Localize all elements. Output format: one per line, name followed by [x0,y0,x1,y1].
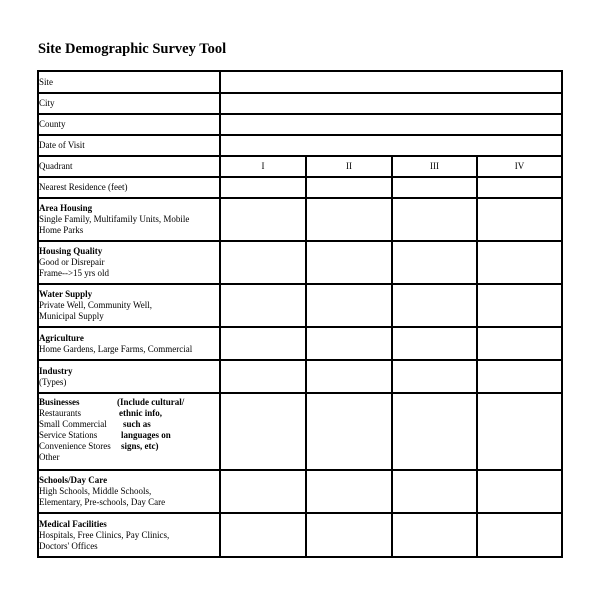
row-agriculture [38,327,562,360]
row-industry [38,360,562,393]
cell[interactable] [392,327,477,360]
page-title: Site Demographic Survey Tool [38,41,227,57]
category-housing-quality [38,241,220,284]
cell[interactable] [306,241,392,284]
row-businesses [38,393,562,470]
cell[interactable] [477,513,562,557]
row-site [38,71,562,93]
category-title: Housing Quality [39,246,103,256]
cell[interactable] [306,470,392,513]
row-quadrant [38,156,562,177]
category-title: Industry [39,365,73,376]
cell[interactable] [306,513,392,557]
category-line: Good or Disrepair [39,257,105,267]
row-city [38,93,562,114]
category-line: Other [39,451,60,462]
cell[interactable] [220,513,306,557]
cell[interactable] [477,470,562,513]
quadrant-col-3: III [392,156,477,177]
category-line: Small Commercial [39,418,107,429]
category-businesses [38,393,220,470]
category-line: (Types) [39,376,67,387]
quadrant-col-1: I [220,156,306,177]
cell[interactable] [477,241,562,284]
category-line: Convenience Stores [39,440,111,451]
category-title: Water Supply [39,289,93,299]
cell[interactable] [392,393,477,470]
nearest-residence-label: Nearest Residence (feet) [38,177,220,198]
category-title: Schools/Day Care [39,475,108,485]
cell[interactable] [477,327,562,360]
row-medical [38,513,562,557]
cell[interactable] [306,327,392,360]
category-line: Doctors' Offices [39,540,98,551]
field-value-city[interactable] [220,93,562,114]
category-line: High Schools, Middle Schools, [39,486,152,496]
note-line: languages on [121,429,171,440]
category-industry [38,360,220,393]
category-line: Service Stations [39,429,98,440]
row-date [38,135,562,156]
category-line: Home Parks [39,225,84,235]
cell[interactable] [220,177,306,198]
field-label-county: County [38,114,220,135]
row-housing-quality [38,241,562,284]
cell[interactable] [306,393,392,470]
category-title: Area Housing [39,203,93,213]
row-water-supply [38,284,562,327]
cell[interactable] [392,241,477,284]
field-value-date[interactable] [220,135,562,156]
row-schools [38,470,562,513]
cell[interactable] [392,513,477,557]
cell[interactable] [306,360,392,393]
quadrant-col-4: IV [477,156,562,177]
cell[interactable] [220,393,306,470]
category-line: Municipal Supply [39,311,104,321]
quadrant-col-2: II [306,156,392,177]
cell[interactable] [220,241,306,284]
cell[interactable] [477,284,562,327]
survey-table [37,70,563,558]
cell[interactable] [306,177,392,198]
cell[interactable] [477,177,562,198]
cell[interactable] [220,198,306,241]
cell[interactable] [392,198,477,241]
category-line: Private Well, Community Well, [39,300,152,310]
cell[interactable] [220,470,306,513]
note-line: ethnic info, [119,407,163,418]
category-water-supply [38,284,220,327]
cell[interactable] [477,393,562,470]
field-label-date: Date of Visit [38,135,220,156]
field-label-city: City [38,93,220,114]
note-line: (Include cultural/ [117,396,185,407]
category-agriculture [38,327,220,360]
category-line: Hospitals, Free Clinics, Pay Clinics, [39,529,170,540]
cell[interactable] [220,284,306,327]
businesses-note [117,397,184,452]
category-line: Elementary, Pre-schools, Day Care [39,497,166,507]
category-schools [38,470,220,513]
category-title: Medical Facilities [39,518,107,529]
category-title: Businesses [39,396,80,407]
field-value-site[interactable] [220,71,562,93]
quadrant-label: Quadrant [38,156,220,177]
cell[interactable] [220,360,306,393]
category-medical [38,513,220,557]
cell[interactable] [477,198,562,241]
cell[interactable] [392,177,477,198]
category-line: Restaurants [39,407,81,418]
note-line: such as [123,418,151,429]
cell[interactable] [392,284,477,327]
row-area-housing [38,198,562,241]
cell[interactable] [306,284,392,327]
category-area-housing [38,198,220,241]
cell[interactable] [220,327,306,360]
category-line: Single Family, Multifamily Units, Mobile [39,214,190,224]
note-line: signs, etc) [121,440,159,451]
cell[interactable] [392,470,477,513]
row-nearest-residence [38,177,562,198]
category-title: Agriculture [39,332,84,343]
cell[interactable] [477,360,562,393]
category-line: Home Gardens, Large Farms, Commercial [39,343,193,354]
cell[interactable] [392,360,477,393]
field-label-site: Site [38,71,220,93]
category-line: Frame-->15 yrs old [39,268,110,278]
row-county [38,114,562,135]
cell[interactable] [306,198,392,241]
field-value-county[interactable] [220,114,562,135]
